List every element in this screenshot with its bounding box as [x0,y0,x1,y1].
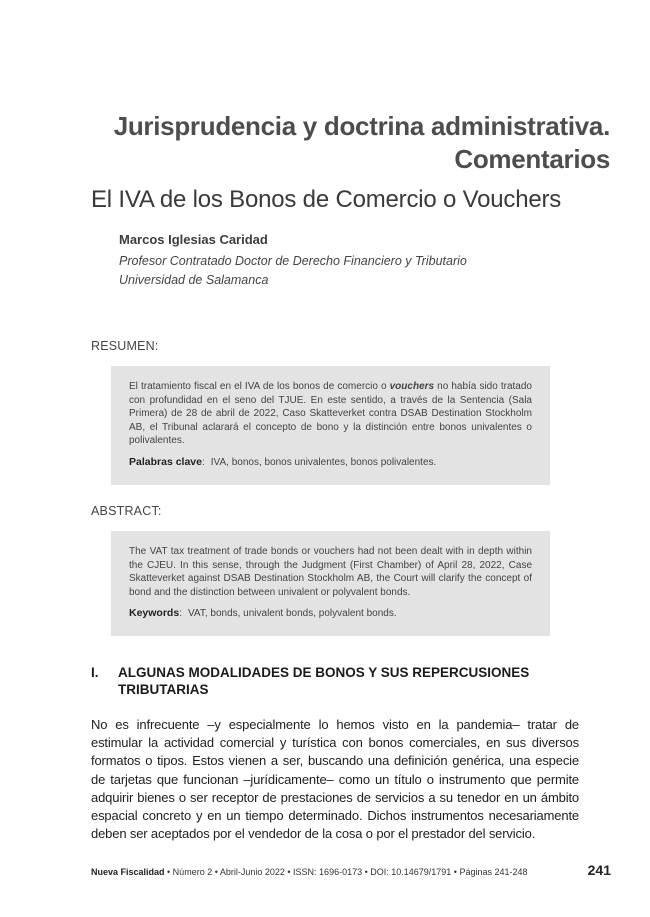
abstract-heading: ABSTRACT: [91,504,162,518]
resumen-keywords [129,456,532,470]
abstract-keywords-label: Keywords [129,607,180,619]
resumen-text [129,380,532,448]
footer-details: • Número 2 • Abril-Junio 2022 • ISSN: 1696-0173 • DOI: 10.14679/1791 • Páginas 241-248 [164,867,528,877]
resumen-text-part-1: El tratamiento fiscal en el IVA de los bonos de comercio o [129,381,390,392]
author-position: Profesor Contratado Doctor de Derecho Financiero y Tributario [119,254,467,268]
abstract-box [111,531,550,636]
resumen-heading: RESUMEN: [91,339,159,353]
author-institution: Universidad de Salamanca [119,273,269,287]
section-heading-number: I. [91,665,99,680]
resumen-text-part-2: no había sido tratado con profundidad en el seno del TJUE. En este sentido, a través de la Sentencia (Sala Primera) de 28 de abril de 2022, Caso Skatteverket contra DSAB Destination Stockholm AB, el Tribunal aclarará el concepto de bono y la distinción entre bonos univalentes o polivalentes. [129,381,532,446]
abstract-keywords-colon: : [179,608,182,619]
section-heading [91,664,591,698]
resumen-keywords-label: Palabras clave [129,455,202,468]
page-number: 241 [587,862,611,878]
abstract-keywords-values: VAT, bonds, univalent bonds, polyvalent bonds. [187,608,397,619]
footer-journal: Nueva Fiscalidad [91,867,165,877]
author-name: Marcos Iglesias Caridad [119,232,268,247]
author-block [119,232,599,290]
section-heading-text: ALGUNAS MODALIDADES DE BONOS Y SUS REPERCUSIONES TRIBUTARIAS [118,665,530,697]
resumen-keywords-colon: : [201,456,205,468]
resumen-text-italic: vouchers [389,381,435,392]
abstract-text: The VAT tax treatment of trade bonds or vouchers had not been dealt with in depth within the CJEU. In this sense, through the Judgment (First Chamber) of April 28, 2022, Case Skatteverket against DSAB Destination Stockholm AB, the Court will clarify the concept of bond and the distinction between univalent or polyvalent bonds. [129,546,532,598]
page-footer [91,867,528,877]
resumen-box [111,366,550,485]
body-paragraph: No es infrecuente –y especialmente lo hemos visto en la pandemia– tratar de estimular la actividad comercial y turística con bonos comerciales, en sus diversos formatos o tipos. Estos vienen a ser, buscando una definición genérica, una especie de tarjetas que funcionan –jurídicamente– como un título o instrumento que permite adquirir bienes o ser receptor de prestaciones de servicios a su tenedor en un ámbito espacial concreto y en un tiempo determinado. Dichos instrumentos necesariamente deben ser aceptados por el vendedor de la cosa o por el prestador del servicio. [91,717,579,842]
section-title-line-2: Comentarios [454,144,610,174]
section-title [50,110,610,176]
section-title-line-1: Jurisprudencia y doctrina administrativa. [113,111,610,141]
article-title: El IVA de los Bonos de Comercio o Vouchers [91,186,562,213]
resumen-keywords-values: IVA, bonos, bonos univalentes, bonos polivalentes. [210,456,437,468]
abstract-keywords [129,607,532,621]
